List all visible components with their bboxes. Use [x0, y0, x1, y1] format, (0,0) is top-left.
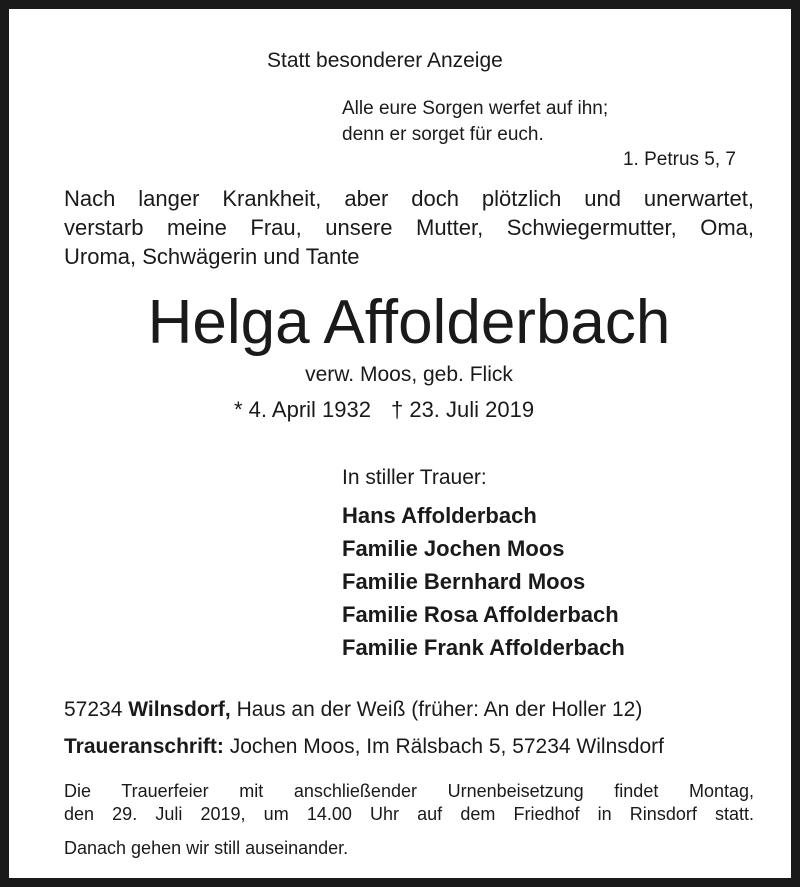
intro-line-1: Nach langer Krankheit, aber doch plötzlich und unerwartet, — [64, 186, 754, 211]
funeral-details — [64, 780, 754, 826]
postcode: 57234 — [64, 698, 123, 721]
closing-text: Danach gehen wir still auseinander. — [64, 838, 349, 858]
deceased-name: Helga Affolderbach — [147, 288, 671, 357]
funeral-line-1: Die Trauerfeier mit anschließender Urnenbeisetzung findet Montag, — [64, 781, 754, 801]
birth-date: * 4. April 1932 — [234, 397, 371, 422]
city: Wilnsdorf, — [128, 698, 231, 721]
intro-line-3: Uroma, Schwägerin und Tante — [64, 244, 360, 269]
mourner-name: Familie Frank Affolderbach — [342, 635, 625, 660]
bible-verse-line-2: denn er sorget für euch. — [342, 124, 544, 145]
life-dates — [234, 399, 534, 421]
death-date: † 23. Juli 2019 — [390, 397, 535, 422]
mourners-heading: In stiller Trauer: — [342, 466, 487, 489]
intro-line-2: verstarb meine Frau, unsere Mutter, Schwiegermutter, Oma, — [64, 215, 754, 240]
mourner-name: Familie Bernhard Moos — [342, 569, 586, 594]
bible-verse-line-1: Alle eure Sorgen werfet auf ihn; — [342, 98, 609, 119]
funeral-line-2: den 29. Juli 2019, um 14.00 Uhr auf dem Friedhof in Rinsdorf statt. — [64, 804, 754, 824]
bible-verse-reference: 1. Petrus 5, 7 — [622, 149, 736, 170]
deceased-maiden-name: verw. Moos, geb. Flick — [305, 363, 513, 386]
mourning-address-value: Jochen Moos, Im Rälsbach 5, 57234 Wilnsdorf — [229, 735, 664, 758]
header-notice: Statt besonderer Anzeige — [267, 49, 503, 72]
mourner-name: Familie Jochen Moos — [342, 536, 565, 561]
intro-text — [64, 184, 754, 271]
mourning-address-label: Traueranschrift: — [64, 735, 224, 758]
mourning-address — [64, 736, 664, 757]
residence-address — [64, 699, 642, 720]
mourners-list — [342, 499, 625, 664]
street: Haus an der Weiß (früher: An der Holler 12) — [236, 698, 643, 721]
mourner-name: Familie Rosa Affolderbach — [342, 602, 619, 627]
mourner-name: Hans Affolderbach — [342, 503, 537, 528]
